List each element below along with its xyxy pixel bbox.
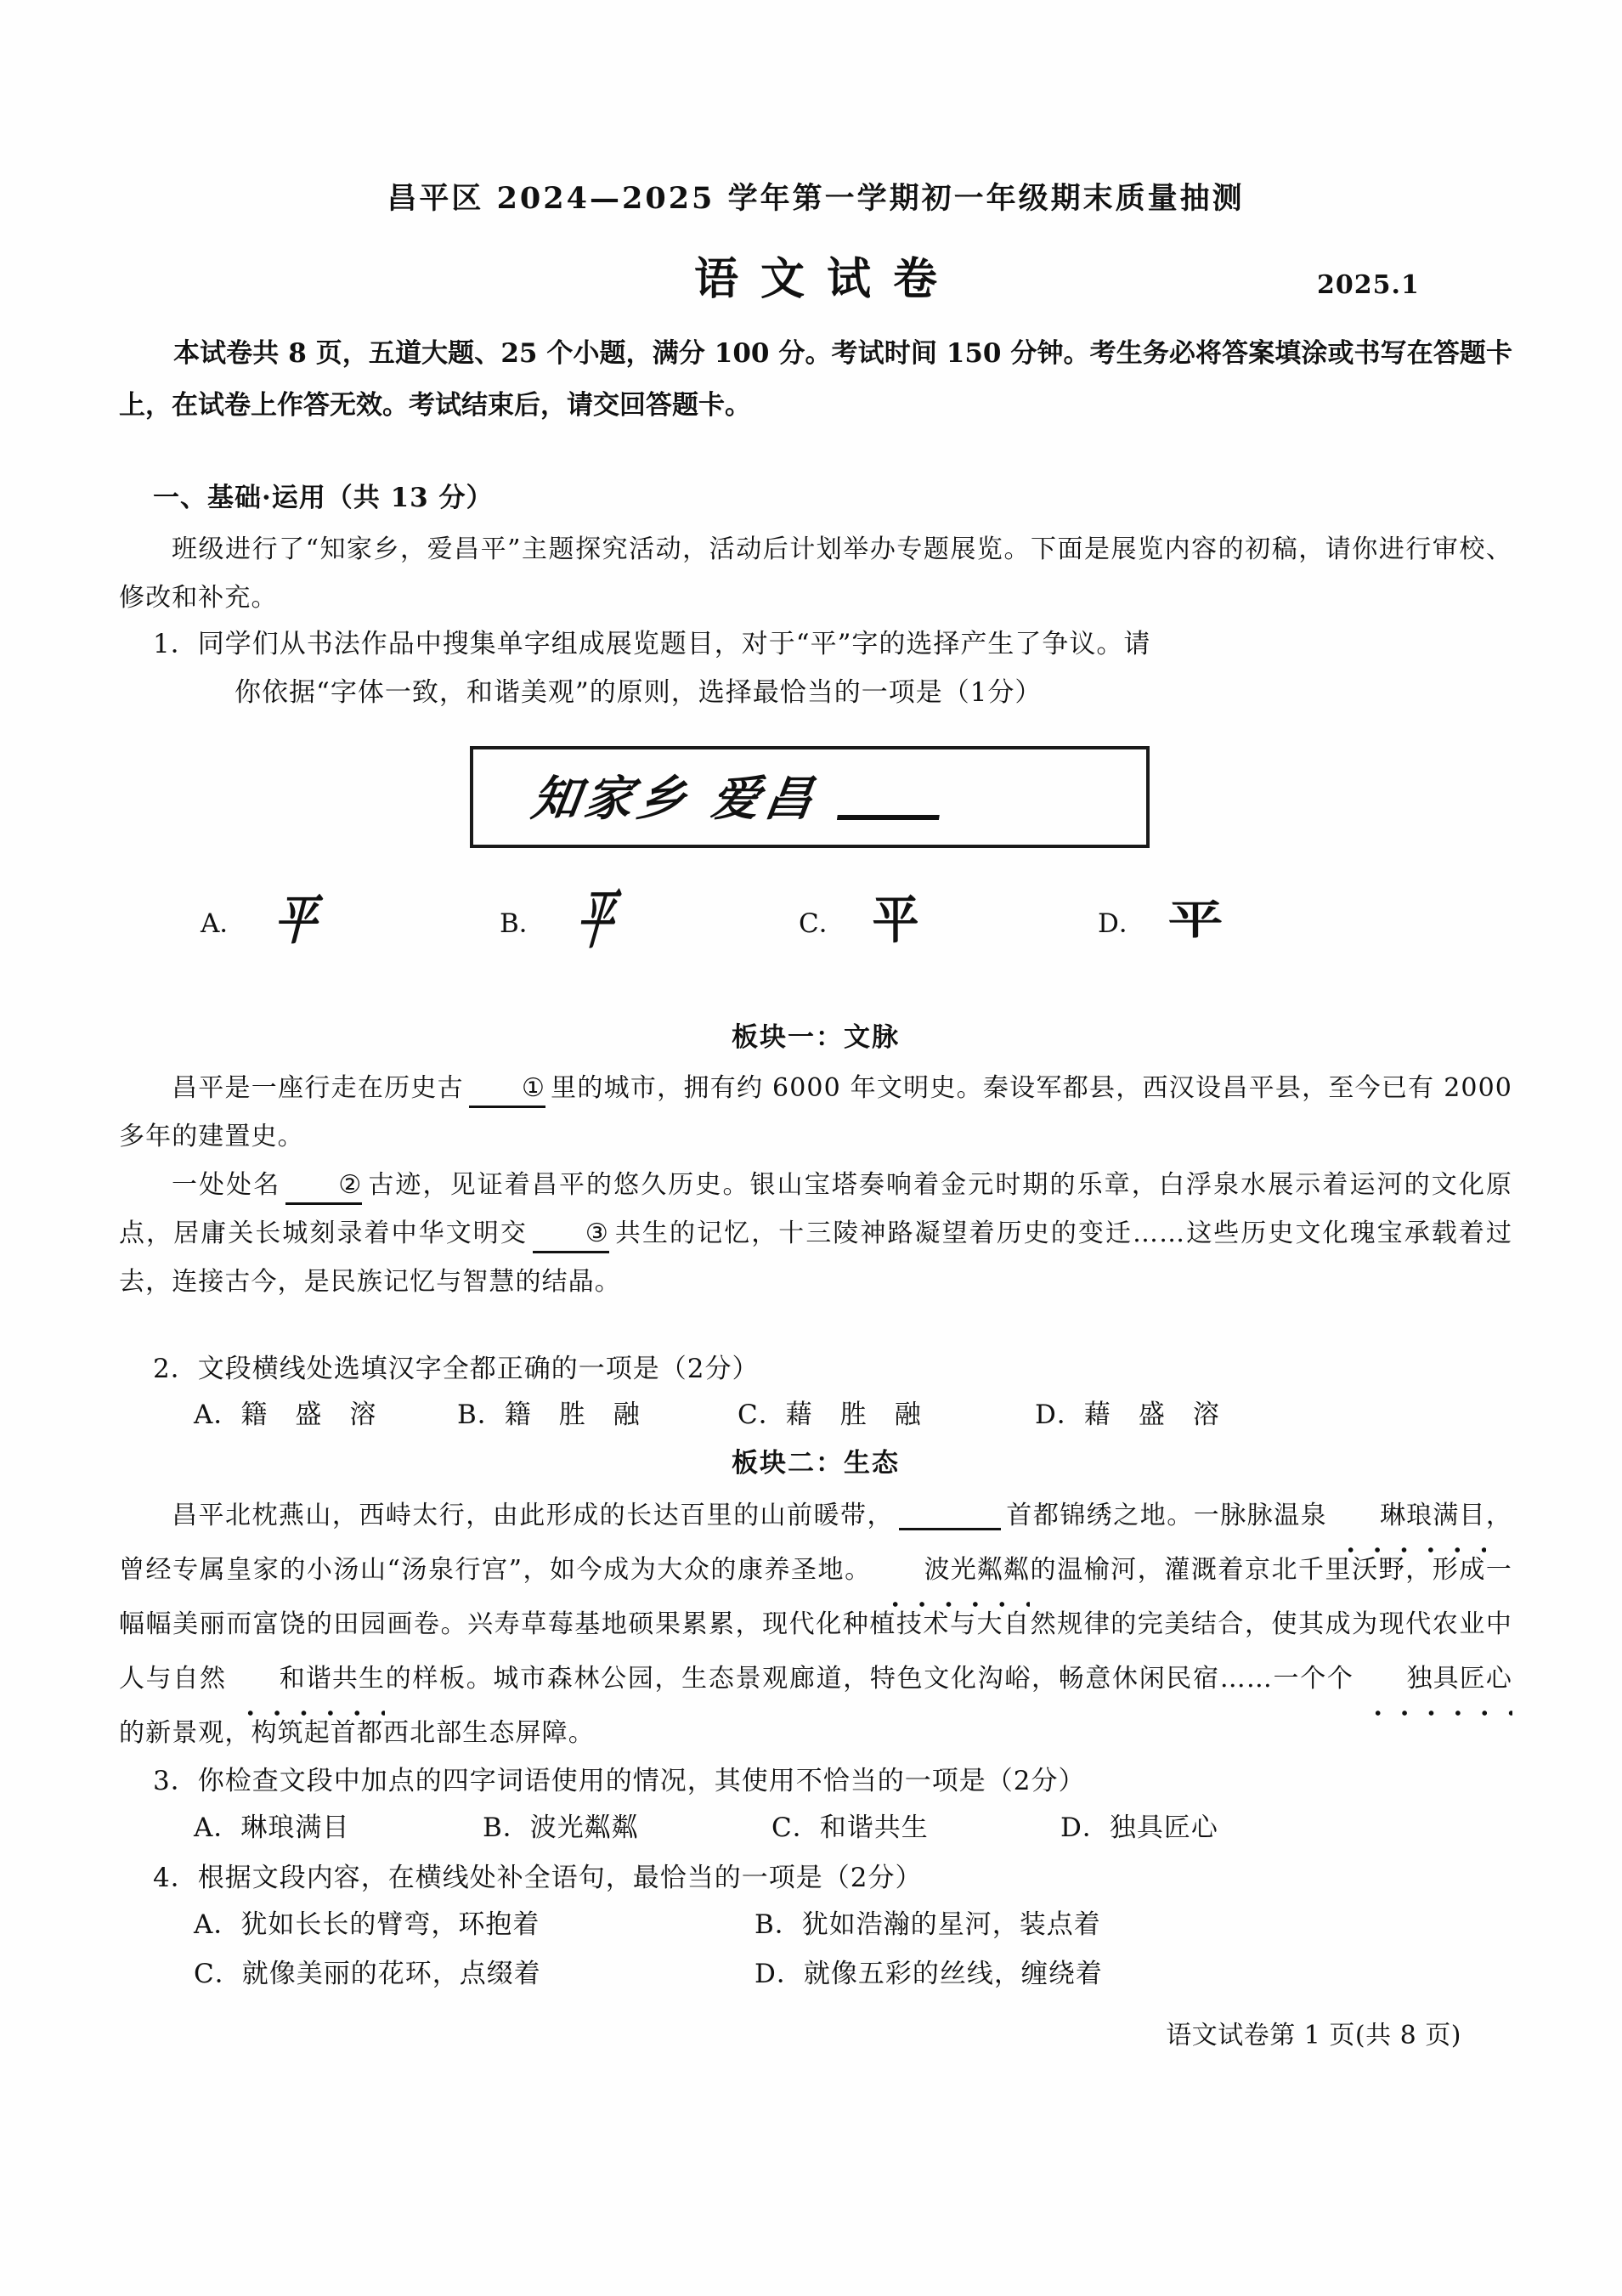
q2-option-a-label: A． — [194, 1400, 241, 1430]
section-one-intro: 班级进行了“知家乡，爱昌平”主题探究活动，活动后计划举办专题展览。下面是展览内容的初稿，请你进行审校、修改和补充。 — [119, 534, 1512, 613]
q4-option-d-label: D． — [754, 1959, 804, 1989]
question-3-option-d[interactable] — [1060, 1805, 1218, 1852]
q4-option-c-text: 就像美丽的花环，点缀着 — [241, 1959, 541, 1989]
blank-3[interactable]: ③ — [533, 1217, 609, 1253]
page-title: 昌平区 2024—2025 学年第一学期初一年级期末质量抽测 — [387, 181, 1245, 216]
q2-option-b-label: B． — [457, 1400, 505, 1430]
emphasis-word-1: 琳琅满目 — [1327, 1489, 1485, 1543]
exam-notice: 本试卷共 8 页，五道大题、25 个小题，满分 100 分。考试时间 150 分钟。考生务必将答案填涂或书写在答题卡上，在试卷上作答无效。考试结束后，请交回答题卡。 — [119, 338, 1512, 421]
block-two-heading: 板块二：生态 — [732, 1448, 900, 1479]
emphasis-word-4: 独具匠心 — [1354, 1652, 1512, 1706]
question-4-text: 根据文段内容，在横线处补全语句，最恰当的一项是（2分） — [197, 1863, 923, 1893]
calligraphy-title-text — [528, 761, 947, 829]
block-one-heading: 板块一：文脉 — [732, 1022, 900, 1053]
question-4-option-a[interactable] — [194, 1902, 754, 1948]
question-4 — [153, 1854, 1512, 1903]
question-3-option-c[interactable] — [771, 1805, 1060, 1852]
question-1-text-a: 同学们从书法作品中搜集单字组成展览题目，对于“平”字的选择产生了争议。请 — [197, 629, 1151, 659]
q2-option-c-text: 藉 胜 融 — [785, 1400, 922, 1430]
page-footer: 语文试卷第 1 页(共 8 页) — [1166, 2021, 1461, 2050]
block-one-p2-text-b: 古迹，见证着昌平的悠久历史。银山宝塔奏响着金元时期的乐章，白浮泉水展示着运河的文化原点，居庸关长城刻录着中华文明交 — [119, 1170, 1513, 1248]
question-2-number: 2． — [153, 1354, 198, 1384]
calligraphy-glyph-b: 平 — [572, 882, 619, 958]
block-two-text-4: 的温榆河，灌溉着京北千里沃野，形成一幅幅美丽而富饶的田园画卷。兴寿草莓基地硕果累累，现代化种植技术与大自然规律的完美结合，使其成为现代农业中人与自然 — [119, 1555, 1512, 1694]
question-4-options-row-2 — [153, 1951, 1553, 1998]
block-two-paragraph — [119, 1489, 1512, 1761]
q3-option-c-label: C． — [771, 1812, 820, 1843]
question-1-options — [153, 882, 1512, 992]
question-3-option-b[interactable] — [483, 1805, 771, 1852]
question-1 — [153, 620, 1512, 717]
calligraphy-title-box — [470, 746, 1150, 848]
option-d-label: D． — [1098, 908, 1145, 939]
question-1-number: 1． — [153, 629, 198, 659]
q4-option-c-label: C． — [194, 1959, 242, 1989]
blank-1[interactable]: ① — [469, 1072, 545, 1108]
question-2-option-b[interactable] — [457, 1392, 738, 1439]
block-one-p1-text-a: 昌平是一座行走在历史古 — [172, 1073, 464, 1103]
q3-option-d-text: 独具匠心 — [1109, 1812, 1218, 1843]
question-2-option-c[interactable] — [738, 1392, 1035, 1439]
subject-title: 语文试卷 — [693, 253, 959, 305]
calligraphy-title-blank — [836, 815, 939, 820]
q2-option-c-label: C． — [738, 1400, 786, 1430]
question-2-stem — [153, 1345, 1512, 1394]
q4-option-b-label: B． — [754, 1909, 802, 1940]
q3-option-a-text: 琳琅满目 — [240, 1812, 350, 1843]
option-b-label: B． — [500, 908, 545, 939]
q4-option-a-text: 犹如长长的臂弯，环抱着 — [240, 1909, 540, 1940]
calligraphy-glyph-a: 平 — [273, 888, 319, 952]
emphasis-word-3: 和谐共生 — [227, 1652, 385, 1706]
block-two-text-1: 昌平北枕燕山，西峙太行，由此形成的长达百里的山前暖带， — [172, 1501, 894, 1530]
question-2-option-d[interactable] — [1035, 1392, 1220, 1439]
block-two-text-5: 的样板。城市森林公园，生态景观廊道，特色文化沟峪，畅意休闲民宿……一个个 — [385, 1664, 1354, 1694]
q4-option-b-text: 犹如浩瀚的星河，装点着 — [801, 1909, 1101, 1940]
question-4-option-c[interactable] — [194, 1951, 754, 1998]
question-3-options — [153, 1805, 1553, 1852]
question-3-text: 你检查文段中加点的四字词语使用的情况，其使用不恰当的一项是（2分） — [197, 1766, 1086, 1796]
block-two-text-6: 的新景观，构筑起首都西北部生态屏障。 — [119, 1718, 595, 1748]
q4-option-d-text: 就像五彩的丝线，缠绕着 — [803, 1959, 1103, 1989]
question-2-options — [153, 1392, 1553, 1439]
calligraphy-glyph-d: 平 — [1167, 896, 1224, 944]
block-one-paragraph-2 — [119, 1161, 1512, 1306]
q3-option-a-label: A． — [194, 1812, 241, 1843]
exam-date: 2025.1 — [1317, 270, 1420, 300]
question-1-option-a[interactable] — [201, 888, 319, 952]
blank-2[interactable]: ② — [285, 1168, 362, 1205]
page-sheet — [119, 0, 1512, 2296]
q2-option-b-text: 籍 胜 融 — [504, 1400, 641, 1430]
question-4-option-b[interactable] — [754, 1902, 1101, 1948]
question-1-line-2: 你依据“字体一致，和谐美观”的原则，选择最恰当的一项是（1分） — [235, 677, 1043, 708]
emphasis-word-2: 波光粼粼 — [872, 1543, 1030, 1598]
q3-option-b-text: 波光粼粼 — [529, 1812, 639, 1843]
question-3 — [153, 1757, 1512, 1806]
q3-option-b-label: B． — [483, 1812, 530, 1843]
block-one-p2-text-c: 共生的记忆，十三陵神路凝望着历史的变迁……这些历史文化瑰宝承载着过去，连接古今，是民族记忆与智慧的结晶。 — [119, 1219, 1512, 1297]
question-1-option-b[interactable] — [500, 882, 619, 958]
block-two-text-3: ，曾经专属皇家的小汤山“汤泉行宫”，如今成为大众的康养圣地。 — [119, 1501, 1512, 1585]
question-4-options-row-1 — [153, 1902, 1553, 1948]
q2-option-d-text: 藉 盛 溶 — [1083, 1400, 1220, 1430]
section-one-heading: 一、基础·运用（共 13 分） — [153, 483, 494, 513]
question-2 — [153, 1345, 1512, 1394]
question-4-number: 4． — [153, 1863, 198, 1893]
block-one-p2-text-a: 一处处名 — [172, 1170, 281, 1200]
block-one-p1-text-b: 里的城市，拥有约 6000 年文明史。秦设军都县，西汉设昌平县，至今已有 2000 多年的建置史。 — [119, 1073, 1512, 1151]
question-1-option-c[interactable] — [799, 890, 919, 950]
question-3-option-a[interactable] — [194, 1805, 483, 1852]
q3-option-d-label: D． — [1060, 1812, 1110, 1843]
q3-option-c-text: 和谐共生 — [819, 1812, 929, 1843]
calligraphy-glyph-c: 平 — [872, 890, 919, 950]
question-4-stem — [153, 1854, 1512, 1903]
option-c-label: C． — [799, 908, 845, 939]
block-one-paragraph-1 — [119, 1064, 1512, 1161]
option-a-label: A． — [201, 908, 246, 939]
block-two-text-2: 首都锦绣之地。一脉脉温泉 — [1005, 1501, 1328, 1530]
question-1-option-d[interactable] — [1098, 896, 1224, 944]
q2-option-a-text: 籍 盛 溶 — [240, 1400, 377, 1430]
question-3-number: 3． — [153, 1766, 198, 1796]
q4-option-a-label: A． — [194, 1909, 241, 1940]
blank-sentence[interactable] — [899, 1528, 1001, 1530]
calligraphy-title-chars: 知家乡 爱昌 — [528, 771, 822, 827]
question-2-text: 文段横线处选填汉字全都正确的一项是（2分） — [197, 1354, 760, 1384]
q2-option-d-label: D． — [1035, 1400, 1084, 1430]
question-1-line-1 — [153, 620, 1512, 669]
question-2-option-a[interactable] — [194, 1392, 457, 1439]
question-4-option-d[interactable] — [754, 1951, 1103, 1998]
question-3-stem — [153, 1757, 1512, 1806]
